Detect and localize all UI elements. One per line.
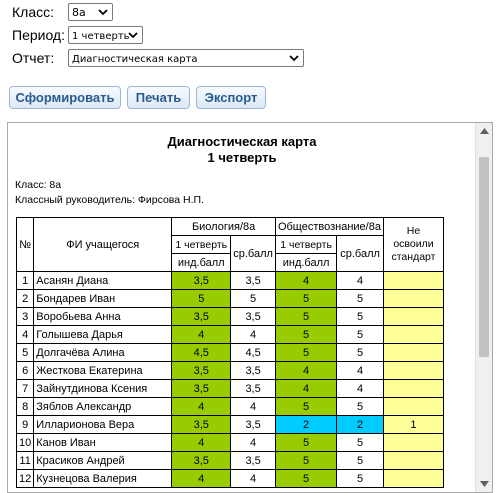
- biology-avg-score: 3,5: [231, 308, 276, 326]
- header-ind-score: инд.балл: [172, 254, 231, 272]
- table-row: [17, 272, 444, 290]
- student-name: Жесткова Екатерина: [34, 362, 172, 380]
- row-num: 10: [17, 434, 34, 452]
- social-avg-score: 4: [337, 272, 384, 290]
- social-ind-score: 5: [275, 308, 336, 326]
- diagnostic-table: [16, 217, 444, 488]
- header-period: 1 четверть: [275, 236, 336, 254]
- social-ind-score: 5: [275, 434, 336, 452]
- social-avg-score: 5: [337, 398, 384, 416]
- not-mastered-cell: [383, 344, 443, 362]
- social-ind-score: 2: [275, 416, 336, 434]
- chevron-down-icon: [289, 53, 299, 63]
- header-not-mastered: Не освоили стандарт: [383, 218, 443, 272]
- period-label: Период:: [12, 27, 65, 43]
- biology-avg-score: 4: [231, 398, 276, 416]
- student-name: Зайнутдинова Ксения: [34, 380, 172, 398]
- row-num: 3: [17, 308, 34, 326]
- scroll-thumb[interactable]: [479, 157, 489, 357]
- biology-avg-score: 5: [231, 290, 276, 308]
- period-select-value: 1 четверть: [72, 31, 130, 42]
- table-row: [17, 398, 444, 416]
- social-avg-score: 4: [337, 380, 384, 398]
- student-name: Голышева Дарья: [34, 326, 172, 344]
- row-num: 1: [17, 272, 34, 290]
- generate-button[interactable]: Сформировать: [9, 86, 121, 109]
- header-avg-score: ср.балл: [337, 236, 384, 272]
- header-num: №: [17, 218, 34, 272]
- student-name: Канов Иван: [34, 434, 172, 452]
- row-num: 8: [17, 398, 34, 416]
- social-ind-score: 5: [275, 290, 336, 308]
- row-num: 7: [17, 380, 34, 398]
- social-ind-score: 5: [275, 398, 336, 416]
- row-num: 11: [17, 452, 34, 470]
- not-mastered-cell: [383, 326, 443, 344]
- social-avg-score: 5: [337, 434, 384, 452]
- student-name: Илларионова Вера: [34, 416, 172, 434]
- biology-avg-score: 4: [231, 326, 276, 344]
- table-row: [17, 362, 444, 380]
- social-avg-score: 5: [337, 290, 384, 308]
- print-button[interactable]: Печать: [127, 86, 190, 109]
- social-ind-score: 5: [275, 470, 336, 488]
- student-name: Зяблов Александр: [34, 398, 172, 416]
- chevron-down-icon: [98, 7, 108, 17]
- biology-ind-score: 3,5: [172, 416, 231, 434]
- student-name: Воробьева Анна: [34, 308, 172, 326]
- biology-ind-score: 3,5: [172, 272, 231, 290]
- scroll-down-icon[interactable]: [480, 481, 489, 487]
- not-mastered-cell: [383, 290, 443, 308]
- biology-avg-score: 3,5: [231, 416, 276, 434]
- biology-ind-score: 4: [172, 326, 231, 344]
- report-label: Отчет:: [12, 50, 55, 66]
- period-select[interactable]: [68, 26, 143, 44]
- row-num: 6: [17, 362, 34, 380]
- teacher-info: Классный руководитель: Фирсова Н.П.: [15, 194, 204, 206]
- biology-ind-score: 5: [172, 290, 231, 308]
- biology-avg-score: 3,5: [231, 380, 276, 398]
- table-row: [17, 308, 444, 326]
- not-mastered-cell: [383, 362, 443, 380]
- biology-avg-score: 4,5: [231, 344, 276, 362]
- report-panel[interactable]: [7, 122, 493, 493]
- biology-ind-score: 4: [172, 398, 231, 416]
- class-select[interactable]: [68, 3, 113, 21]
- not-mastered-cell: [383, 452, 443, 470]
- table-row: [17, 416, 444, 434]
- header-ind-score: инд.балл: [275, 254, 336, 272]
- class-label: Класс:: [12, 4, 54, 20]
- biology-ind-score: 3,5: [172, 308, 231, 326]
- not-mastered-cell: [383, 470, 443, 488]
- table-row: [17, 434, 444, 452]
- social-avg-score: 5: [337, 308, 384, 326]
- header-name: ФИ учащегося: [34, 218, 172, 272]
- biology-ind-score: 4: [172, 470, 231, 488]
- student-name: Асанян Диана: [34, 272, 172, 290]
- not-mastered-cell: 1: [383, 416, 443, 434]
- report-title: Диагностическая карта: [167, 134, 317, 149]
- table-row: [17, 452, 444, 470]
- scroll-up-icon[interactable]: [480, 128, 489, 134]
- table-row: [17, 380, 444, 398]
- scrollbar[interactable]: [475, 123, 492, 492]
- table-row: [17, 470, 444, 488]
- social-avg-score: 2: [337, 416, 384, 434]
- class-select-value: 8а: [72, 6, 86, 19]
- biology-avg-score: 3,5: [231, 362, 276, 380]
- row-num: 5: [17, 344, 34, 362]
- biology-avg-score: 4: [231, 434, 276, 452]
- not-mastered-cell: [383, 308, 443, 326]
- student-name: Долгачёва Алина: [34, 344, 172, 362]
- social-avg-score: 5: [337, 452, 384, 470]
- chevron-down-icon: [128, 30, 138, 40]
- not-mastered-cell: [383, 272, 443, 290]
- export-button[interactable]: Экспорт: [196, 86, 266, 109]
- student-name: Бондарев Иван: [34, 290, 172, 308]
- biology-avg-score: 4: [231, 470, 276, 488]
- not-mastered-cell: [383, 380, 443, 398]
- social-ind-score: 4: [275, 272, 336, 290]
- social-ind-score: 4: [275, 362, 336, 380]
- social-avg-score: 5: [337, 470, 384, 488]
- class-info: Класс: 8а: [15, 179, 62, 191]
- header-subject-social: Обществознание/8а: [275, 218, 383, 236]
- table-row: [17, 326, 444, 344]
- student-name: Кузнецова Валерия: [34, 470, 172, 488]
- header-subject-biology: Биология/8а: [172, 218, 276, 236]
- social-ind-score: 5: [275, 344, 336, 362]
- social-avg-score: 5: [337, 326, 384, 344]
- biology-avg-score: 3,5: [231, 272, 276, 290]
- table-row: [17, 290, 444, 308]
- social-avg-score: 4: [337, 362, 384, 380]
- row-num: 2: [17, 290, 34, 308]
- social-ind-score: 4: [275, 380, 336, 398]
- class-row: [12, 2, 54, 22]
- table-row: [17, 344, 444, 362]
- report-select-value: Диагностическая карта: [72, 54, 198, 65]
- biology-ind-score: 3,5: [172, 380, 231, 398]
- not-mastered-cell: [383, 434, 443, 452]
- report-row: [12, 48, 54, 68]
- biology-ind-score: 4,5: [172, 344, 231, 362]
- row-num: 9: [17, 416, 34, 434]
- social-avg-score: 5: [337, 344, 384, 362]
- biology-ind-score: 4: [172, 434, 231, 452]
- biology-ind-score: 3,5: [172, 452, 231, 470]
- social-ind-score: 5: [275, 326, 336, 344]
- report-subtitle: 1 четверть: [207, 150, 277, 165]
- header-avg-score: ср.балл: [231, 236, 276, 272]
- report-select[interactable]: [68, 49, 304, 67]
- student-name: Красиков Андрей: [34, 452, 172, 470]
- biology-ind-score: 3,5: [172, 362, 231, 380]
- period-row: [12, 25, 65, 45]
- not-mastered-cell: [383, 398, 443, 416]
- row-num: 12: [17, 470, 34, 488]
- header-period: 1 четверть: [172, 236, 231, 254]
- social-ind-score: 5: [275, 452, 336, 470]
- row-num: 4: [17, 326, 34, 344]
- biology-avg-score: 3,5: [231, 452, 276, 470]
